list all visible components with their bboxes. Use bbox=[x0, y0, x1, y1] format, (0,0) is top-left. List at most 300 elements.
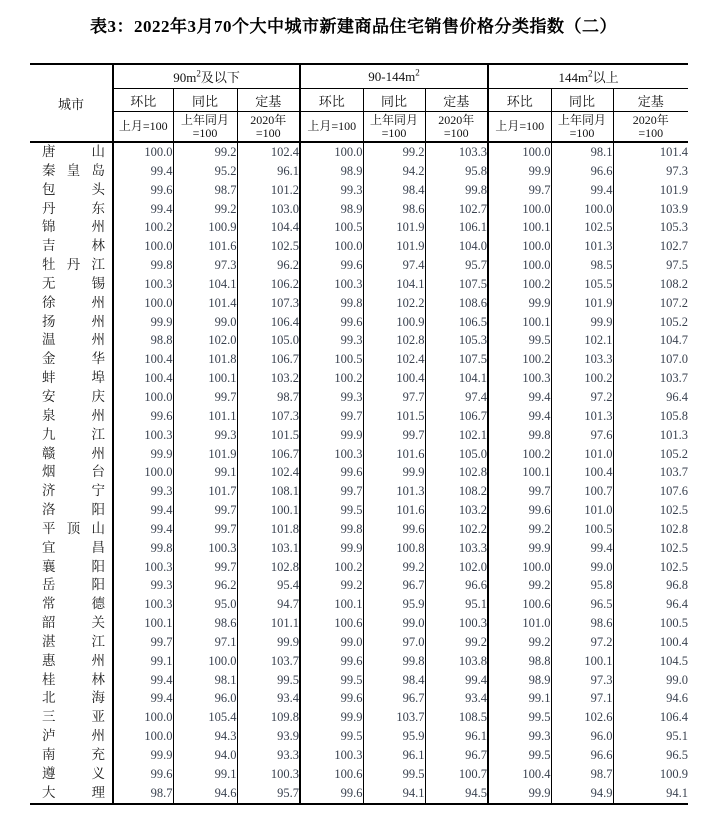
col-base-fixed-base-g3: 2020年 =100 bbox=[613, 112, 688, 143]
value-cell: 100.4 bbox=[113, 369, 173, 388]
value-cell: 99.8 bbox=[425, 181, 488, 200]
value-cell: 104.5 bbox=[659, 653, 689, 668]
value-cell: 98.9 bbox=[300, 162, 363, 181]
value-cell: 105.5 bbox=[551, 275, 613, 294]
city-cell bbox=[30, 558, 113, 577]
value-cell: 99.6 bbox=[300, 784, 363, 804]
value-cell: 99.2 bbox=[363, 558, 425, 577]
value-cell: 100.1 bbox=[113, 614, 173, 633]
table-row bbox=[30, 142, 688, 162]
value-cell: 93.9 bbox=[237, 727, 300, 746]
value-cell: 103.8 bbox=[425, 652, 488, 671]
value-cell: 100.6 bbox=[300, 765, 363, 784]
value-cell: 99.3 bbox=[173, 426, 237, 445]
value-cell: 99.9 bbox=[113, 445, 173, 464]
value-cell: 97.0 bbox=[363, 633, 425, 652]
value-cell: 100.1 bbox=[237, 501, 300, 520]
table-row bbox=[30, 652, 688, 671]
city-name: 无锡 bbox=[42, 275, 105, 291]
value-cell: 99.5 bbox=[300, 671, 363, 690]
value-cell: 99.2 bbox=[425, 633, 488, 652]
value-cell: 99.1 bbox=[488, 689, 551, 708]
city-name: 赣州 bbox=[42, 445, 105, 461]
city-name: 三亚 bbox=[42, 709, 105, 725]
value-cell: 105.3 bbox=[425, 331, 488, 350]
value-cell: 101.1 bbox=[237, 614, 300, 633]
value-cell: 102.2 bbox=[363, 294, 425, 313]
value-cell: 94.0 bbox=[173, 746, 237, 765]
value-cell: 102.8 bbox=[363, 331, 425, 350]
city-name: 吉林 bbox=[42, 238, 105, 254]
value-cell: 99.8 bbox=[113, 256, 173, 275]
value-cell: 103.2 bbox=[425, 501, 488, 520]
value-cell: 99.9 bbox=[488, 294, 551, 313]
value-cell: 96.6 bbox=[425, 576, 488, 595]
col-header-yoy-g1: 同比 bbox=[173, 89, 237, 112]
city-cell bbox=[30, 331, 113, 350]
city-cell bbox=[30, 426, 113, 445]
value-cell: 95.7 bbox=[425, 256, 488, 275]
value-cell: 102.5 bbox=[659, 540, 689, 555]
value-cell: 96.0 bbox=[551, 727, 613, 746]
value-cell: 99.0 bbox=[173, 313, 237, 332]
value-cell: 95.1 bbox=[666, 729, 689, 744]
value-cell: 102.7 bbox=[659, 239, 689, 254]
value-cell: 99.6 bbox=[300, 689, 363, 708]
value-cell: 104.1 bbox=[425, 369, 488, 388]
column-group-90-144: $90-144m^2$ bbox=[300, 64, 488, 89]
value-cell: 96.5 bbox=[666, 748, 689, 762]
value-cell: 100.1 bbox=[488, 313, 551, 332]
value-cell: 98.6 bbox=[551, 614, 613, 633]
city-name: 韶关 bbox=[42, 615, 105, 631]
value-cell: 100.3 bbox=[237, 765, 300, 784]
value-cell: 101.9 bbox=[659, 182, 689, 197]
value-cell: 100.7 bbox=[551, 482, 613, 501]
value-cell: 100.6 bbox=[488, 595, 551, 614]
city-name: 蚌埠 bbox=[42, 370, 105, 386]
value-cell: 107.5 bbox=[425, 350, 488, 369]
city-name: 宜昌 bbox=[42, 539, 105, 555]
table-row bbox=[30, 463, 688, 482]
value-cell: 100.0 bbox=[113, 237, 173, 256]
value-cell: 98.8 bbox=[113, 331, 173, 350]
value-cell: 97.3 bbox=[551, 671, 613, 690]
value-cell: 108.5 bbox=[425, 708, 488, 727]
value-cell: 97.6 bbox=[551, 426, 613, 445]
city-name: 大理 bbox=[42, 784, 105, 800]
value-cell: 98.5 bbox=[551, 256, 613, 275]
table-row bbox=[30, 181, 688, 200]
value-cell: 103.2 bbox=[237, 369, 300, 388]
value-cell: 99.7 bbox=[173, 558, 237, 577]
city-cell bbox=[30, 689, 113, 708]
value-cell: 100.0 bbox=[113, 388, 173, 407]
value-cell: 99.1 bbox=[173, 463, 237, 482]
value-cell: 103.0 bbox=[237, 200, 300, 219]
value-cell: 99.8 bbox=[300, 520, 363, 539]
value-cell: 102.0 bbox=[173, 331, 237, 350]
superscript: 2 bbox=[415, 67, 420, 78]
city-name: 包头 bbox=[42, 181, 105, 197]
city-cell bbox=[30, 181, 113, 200]
value-cell: 100.3 bbox=[113, 426, 173, 445]
col-header-yoy-g2: 同比 bbox=[363, 89, 425, 112]
value-cell: 99.3 bbox=[300, 388, 363, 407]
city-name: 泉州 bbox=[42, 407, 105, 423]
value-cell: 103.1 bbox=[237, 539, 300, 558]
value-cell: 100.0 bbox=[113, 142, 173, 162]
city-cell bbox=[30, 520, 113, 539]
value-cell: 99.4 bbox=[488, 388, 551, 407]
value-cell: 98.7 bbox=[113, 784, 173, 804]
city-name: 扬州 bbox=[42, 313, 105, 329]
value-cell: 94.6 bbox=[666, 691, 689, 706]
value-cell: 99.9 bbox=[113, 313, 173, 332]
city-cell bbox=[30, 595, 113, 614]
table-row bbox=[30, 784, 688, 804]
city-name: 丹东 bbox=[42, 200, 105, 216]
value-cell: 108.2 bbox=[425, 482, 488, 501]
value-cell: 102.5 bbox=[551, 218, 613, 237]
value-cell: 101.5 bbox=[363, 407, 425, 426]
value-cell: 101.0 bbox=[551, 445, 613, 464]
value-cell: 102.8 bbox=[237, 558, 300, 577]
table-row bbox=[30, 313, 688, 332]
table-row bbox=[30, 407, 688, 426]
table-row bbox=[30, 746, 688, 765]
city-cell bbox=[30, 482, 113, 501]
value-cell: 100.4 bbox=[659, 634, 689, 649]
value-cell: 101.3 bbox=[551, 407, 613, 426]
value-cell: 104.1 bbox=[363, 275, 425, 294]
value-cell: 100.5 bbox=[551, 520, 613, 539]
value-cell: 99.4 bbox=[551, 539, 613, 558]
value-cell: 100.3 bbox=[300, 746, 363, 765]
value-cell: 95.8 bbox=[425, 162, 488, 181]
value-cell: 99.9 bbox=[113, 746, 173, 765]
value-cell: 97.2 bbox=[551, 633, 613, 652]
city-name: 岳阳 bbox=[42, 577, 105, 593]
value-cell: 101.0 bbox=[551, 501, 613, 520]
value-cell: 100.0 bbox=[113, 294, 173, 313]
col-base-fixed-base-g1: 2020年 =100 bbox=[237, 112, 300, 143]
city-cell bbox=[30, 614, 113, 633]
table-row bbox=[30, 331, 688, 350]
table-row bbox=[30, 256, 688, 275]
value-cell: 101.0 bbox=[488, 614, 551, 633]
value-cell: 99.7 bbox=[113, 633, 173, 652]
city-cell bbox=[30, 388, 113, 407]
value-cell: 99.0 bbox=[666, 672, 689, 687]
value-cell: 100.5 bbox=[659, 616, 689, 631]
superscript: 2 bbox=[196, 68, 201, 79]
city-name: 秦皇岛 bbox=[42, 162, 105, 178]
value-cell: 99.9 bbox=[300, 708, 363, 727]
city-cell bbox=[30, 256, 113, 275]
value-cell: 96.7 bbox=[363, 576, 425, 595]
table-row bbox=[30, 275, 688, 294]
col-base-yoy-g2: 上年同月 =100 bbox=[363, 112, 425, 143]
value-cell: 107.2 bbox=[659, 295, 689, 310]
city-cell bbox=[30, 294, 113, 313]
value-cell: 98.4 bbox=[363, 671, 425, 690]
value-cell: 101.3 bbox=[363, 482, 425, 501]
value-cell: 101.6 bbox=[363, 445, 425, 464]
value-cell: 103.3 bbox=[551, 350, 613, 369]
value-cell: 99.9 bbox=[488, 539, 551, 558]
value-cell: 100.2 bbox=[488, 350, 551, 369]
city-cell bbox=[30, 708, 113, 727]
table-row bbox=[30, 614, 688, 633]
value-cell: 99.5 bbox=[237, 671, 300, 690]
value-cell: 99.0 bbox=[300, 633, 363, 652]
value-cell: 99.9 bbox=[300, 539, 363, 558]
city-name: 九江 bbox=[42, 426, 105, 442]
value-cell: 100.0 bbox=[488, 237, 551, 256]
value-cell: 99.7 bbox=[173, 520, 237, 539]
value-cell: 101.4 bbox=[659, 145, 689, 159]
value-cell: 102.5 bbox=[659, 503, 689, 518]
value-cell: 96.5 bbox=[551, 595, 613, 614]
value-cell: 99.4 bbox=[113, 671, 173, 690]
value-cell: 98.6 bbox=[363, 200, 425, 219]
value-cell: 100.3 bbox=[300, 275, 363, 294]
city-name: 徐州 bbox=[42, 294, 105, 310]
value-cell: 100.2 bbox=[488, 275, 551, 294]
value-cell: 99.1 bbox=[173, 765, 237, 784]
value-cell: 101.7 bbox=[173, 482, 237, 501]
city-name: 牡丹江 bbox=[42, 257, 105, 273]
city-name: 锦州 bbox=[42, 219, 105, 235]
value-cell: 105.2 bbox=[659, 314, 689, 329]
value-cell: 99.5 bbox=[300, 501, 363, 520]
value-cell: 99.7 bbox=[173, 501, 237, 520]
value-cell: 99.4 bbox=[113, 162, 173, 181]
city-name: 金华 bbox=[42, 351, 105, 367]
value-cell: 100.2 bbox=[300, 369, 363, 388]
value-cell: 95.2 bbox=[173, 162, 237, 181]
value-cell: 107.3 bbox=[237, 407, 300, 426]
table-row bbox=[30, 576, 688, 595]
city-cell bbox=[30, 162, 113, 181]
city-cell bbox=[30, 369, 113, 388]
value-cell: 102.1 bbox=[551, 331, 613, 350]
value-cell: 102.5 bbox=[659, 559, 689, 574]
value-cell: 99.9 bbox=[488, 162, 551, 181]
value-cell: 99.6 bbox=[113, 765, 173, 784]
table-row bbox=[30, 445, 688, 464]
table-row bbox=[30, 369, 688, 388]
value-cell: 103.7 bbox=[237, 652, 300, 671]
city-name: 北海 bbox=[42, 690, 105, 706]
value-cell: 98.7 bbox=[551, 765, 613, 784]
value-cell: 99.2 bbox=[173, 200, 237, 219]
city-cell bbox=[30, 727, 113, 746]
value-cell: 96.1 bbox=[363, 746, 425, 765]
value-cell: 100.4 bbox=[363, 369, 425, 388]
value-cell: 102.6 bbox=[551, 708, 613, 727]
value-cell: 94.6 bbox=[173, 784, 237, 804]
value-cell: 103.3 bbox=[425, 142, 488, 162]
value-cell: 98.9 bbox=[300, 200, 363, 219]
city-name: 襄阳 bbox=[42, 558, 105, 574]
value-cell: 100.1 bbox=[300, 595, 363, 614]
table-row bbox=[30, 162, 688, 181]
value-cell: 102.7 bbox=[425, 200, 488, 219]
table-row bbox=[30, 689, 688, 708]
value-cell: 108.6 bbox=[425, 294, 488, 313]
value-cell: 99.8 bbox=[113, 539, 173, 558]
col-header-mom-g1: 环比 bbox=[113, 89, 173, 112]
value-cell: 94.3 bbox=[173, 727, 237, 746]
value-cell: 99.4 bbox=[488, 407, 551, 426]
table-row bbox=[30, 294, 688, 313]
value-cell: 100.5 bbox=[300, 350, 363, 369]
value-cell: 99.6 bbox=[488, 501, 551, 520]
value-cell: 96.4 bbox=[666, 597, 689, 612]
value-cell: 106.5 bbox=[425, 313, 488, 332]
value-cell: 96.2 bbox=[173, 576, 237, 595]
value-cell: 101.4 bbox=[173, 294, 237, 313]
value-cell: 95.9 bbox=[363, 727, 425, 746]
value-cell: 107.6 bbox=[659, 484, 689, 499]
value-cell: 101.3 bbox=[551, 237, 613, 256]
value-cell: 100.2 bbox=[113, 218, 173, 237]
col-base-yoy-g3: 上年同月 =100 bbox=[551, 112, 613, 143]
col-header-mom-g2: 环比 bbox=[300, 89, 363, 112]
value-cell: 100.1 bbox=[551, 652, 613, 671]
value-cell: 99.3 bbox=[113, 482, 173, 501]
value-cell: 97.3 bbox=[173, 256, 237, 275]
table-row bbox=[30, 237, 688, 256]
value-cell: 100.0 bbox=[488, 200, 551, 219]
city-name: 唐山 bbox=[42, 144, 105, 159]
value-cell: 106.7 bbox=[237, 350, 300, 369]
value-cell: 100.0 bbox=[488, 142, 551, 162]
value-cell: 101.1 bbox=[173, 407, 237, 426]
value-cell: 97.3 bbox=[666, 163, 689, 178]
city-cell bbox=[30, 539, 113, 558]
value-cell: 95.7 bbox=[237, 784, 300, 804]
value-cell: 98.6 bbox=[173, 614, 237, 633]
col-base-mom-g2: 上月=100 bbox=[300, 112, 363, 143]
value-cell: 100.1 bbox=[173, 369, 237, 388]
value-cell: 96.4 bbox=[666, 389, 689, 404]
value-cell: 96.7 bbox=[363, 689, 425, 708]
value-cell: 96.7 bbox=[425, 746, 488, 765]
value-cell: 97.7 bbox=[363, 388, 425, 407]
city-name: 常德 bbox=[42, 596, 105, 612]
city-name: 安庆 bbox=[42, 388, 105, 404]
table-row bbox=[30, 671, 688, 690]
value-cell: 99.9 bbox=[551, 313, 613, 332]
value-cell: 99.5 bbox=[488, 331, 551, 350]
city-cell bbox=[30, 765, 113, 784]
value-cell: 99.8 bbox=[488, 426, 551, 445]
value-cell: 100.6 bbox=[300, 614, 363, 633]
value-cell: 100.1 bbox=[488, 218, 551, 237]
value-cell: 100.9 bbox=[659, 766, 689, 781]
value-cell: 93.4 bbox=[237, 689, 300, 708]
value-cell: 99.2 bbox=[488, 520, 551, 539]
value-cell: 99.2 bbox=[363, 142, 425, 162]
value-cell: 99.0 bbox=[363, 614, 425, 633]
col-header-fixed-base-g2: 定基 bbox=[425, 89, 488, 112]
value-cell: 96.6 bbox=[551, 162, 613, 181]
city-cell bbox=[30, 671, 113, 690]
value-cell: 103.7 bbox=[363, 708, 425, 727]
value-cell: 100.3 bbox=[300, 445, 363, 464]
table-header bbox=[30, 64, 688, 142]
value-cell: 97.2 bbox=[551, 388, 613, 407]
value-cell: 105.0 bbox=[425, 445, 488, 464]
value-cell: 101.8 bbox=[173, 350, 237, 369]
city-name: 桂林 bbox=[42, 671, 105, 687]
table-row bbox=[30, 558, 688, 577]
column-header-city: 城市 bbox=[30, 64, 113, 142]
value-cell: 99.7 bbox=[173, 388, 237, 407]
value-cell: 93.3 bbox=[237, 746, 300, 765]
value-cell: 93.4 bbox=[425, 689, 488, 708]
value-cell: 100.0 bbox=[113, 708, 173, 727]
city-cell bbox=[30, 275, 113, 294]
city-cell bbox=[30, 746, 113, 765]
city-name: 洛阳 bbox=[42, 502, 105, 518]
city-cell bbox=[30, 576, 113, 595]
value-cell: 109.8 bbox=[237, 708, 300, 727]
value-cell: 99.0 bbox=[551, 558, 613, 577]
value-cell: 102.2 bbox=[425, 520, 488, 539]
value-cell: 100.9 bbox=[173, 218, 237, 237]
city-cell bbox=[30, 501, 113, 520]
value-cell: 100.0 bbox=[113, 727, 173, 746]
value-cell: 95.4 bbox=[237, 576, 300, 595]
value-cell: 100.2 bbox=[300, 558, 363, 577]
city-name: 烟台 bbox=[42, 464, 105, 480]
value-cell: 97.4 bbox=[363, 256, 425, 275]
value-cell: 99.4 bbox=[113, 200, 173, 219]
value-cell: 100.4 bbox=[551, 463, 613, 482]
value-cell: 106.2 bbox=[237, 275, 300, 294]
value-cell: 99.7 bbox=[300, 407, 363, 426]
value-cell: 102.4 bbox=[237, 142, 300, 162]
value-cell: 94.1 bbox=[666, 785, 689, 800]
value-cell: 100.0 bbox=[113, 463, 173, 482]
value-cell: 99.6 bbox=[300, 652, 363, 671]
value-cell: 103.7 bbox=[659, 371, 689, 386]
value-cell: 99.9 bbox=[488, 784, 551, 804]
col-header-fixed-base-g1: 定基 bbox=[237, 89, 300, 112]
value-cell: 100.4 bbox=[113, 350, 173, 369]
value-cell: 107.0 bbox=[659, 352, 689, 367]
value-cell: 100.0 bbox=[300, 237, 363, 256]
table-row bbox=[30, 350, 688, 369]
value-cell: 95.1 bbox=[425, 595, 488, 614]
value-cell: 99.7 bbox=[300, 482, 363, 501]
value-cell: 99.3 bbox=[300, 181, 363, 200]
value-cell: 102.5 bbox=[237, 237, 300, 256]
value-cell: 99.3 bbox=[113, 576, 173, 595]
value-cell: 101.9 bbox=[363, 237, 425, 256]
value-cell: 104.0 bbox=[425, 237, 488, 256]
value-cell: 100.1 bbox=[488, 463, 551, 482]
value-cell: 99.6 bbox=[300, 463, 363, 482]
value-cell: 100.5 bbox=[300, 218, 363, 237]
value-cell: 102.4 bbox=[237, 463, 300, 482]
value-cell: 107.3 bbox=[237, 294, 300, 313]
value-cell: 96.0 bbox=[173, 689, 237, 708]
